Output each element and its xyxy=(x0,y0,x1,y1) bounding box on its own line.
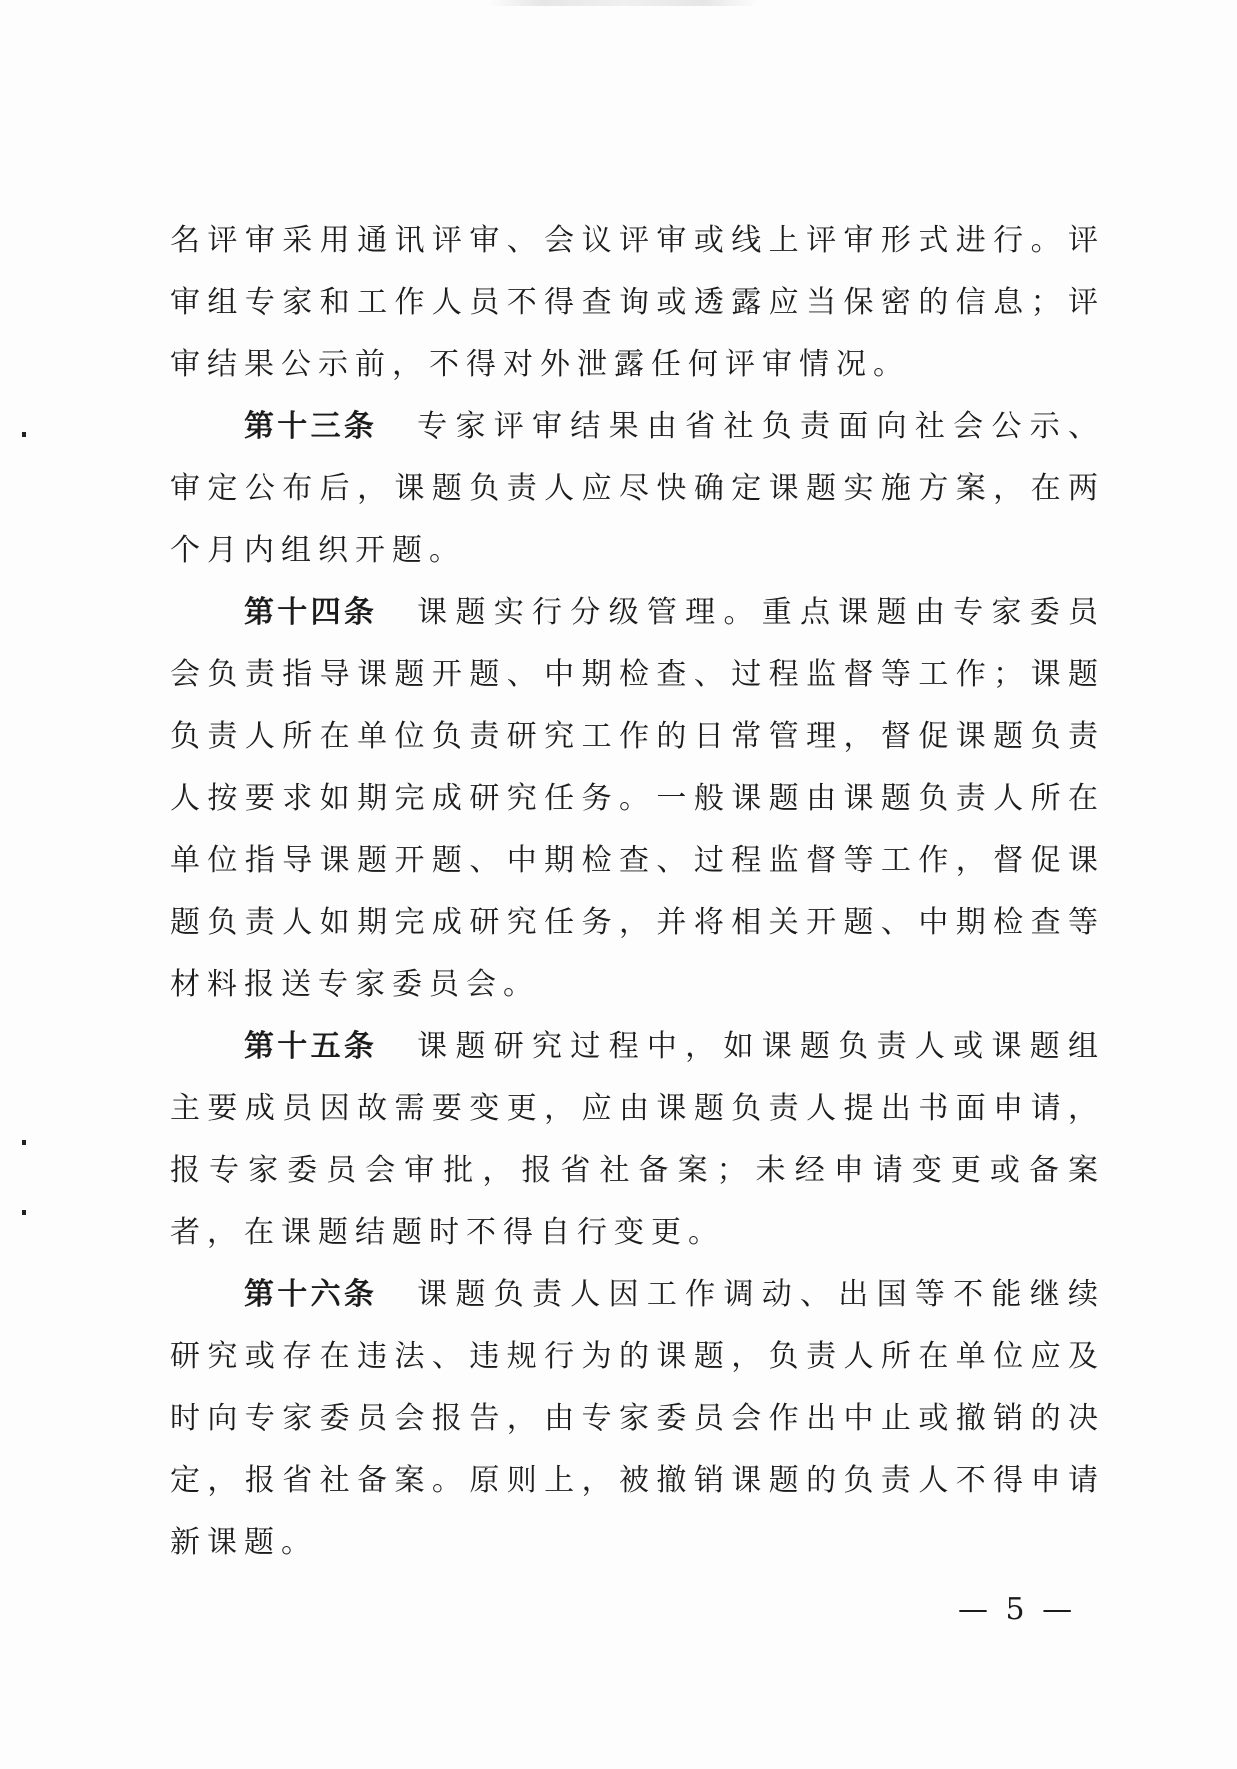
scan-artifact xyxy=(488,0,758,6)
article-label: 第十三条 xyxy=(244,409,378,444)
margin-mark xyxy=(22,1140,26,1145)
margin-mark xyxy=(22,432,26,437)
article-14 xyxy=(170,582,1105,1016)
document-body xyxy=(170,210,1105,1574)
article-text: 课题实行分级管理。重点课题由专家委员会负责指导课题开题、中期检查、过程监督等工作；课题负责人所在单位负责研究工作的日常管理，督促课题负责人按要求如期完成研究任务。一般课题由课题负责人所在单位指导课题开题、中期检查、过程监督等工作，督促课题负责人如期完成研究任务，并将相关开题、中期检查等材料报送专家委员会。 xyxy=(170,595,1106,1002)
page-number: — 5 — xyxy=(958,1592,1077,1627)
article-text: 课题负责人因工作调动、出国等不能继续研究或存在违法、违规行为的课题，负责人所在单位应及时向专家委员会报告，由专家委员会作出中止或撤销的决定，报省社备案。原则上，被撤销课题的负责人不得申请新课题。 xyxy=(170,1277,1106,1560)
article-15 xyxy=(170,1016,1105,1264)
paragraph-intro: 名评审采用通讯评审、会议评审或线上评审形式进行。评审组专家和工作人员不得查询或透露应当保密的信息；评审结果公示前，不得对外泄露任何评审情况。 xyxy=(170,223,1105,382)
article-16 xyxy=(170,1264,1105,1574)
article-label: 第十六条 xyxy=(244,1277,378,1312)
article-label: 第十五条 xyxy=(244,1029,378,1064)
article-label: 第十四条 xyxy=(244,595,378,630)
article-text: 课题研究过程中，如课题负责人或课题组主要成员因故需要变更，应由课题负责人提出书面申请，报专家委员会审批，报省社备案；未经申请变更或备案者，在课题结题时不得自行变更。 xyxy=(170,1029,1106,1250)
article-text: 专家评审结果由省社负责面向社会公示、审定公布后，课题负责人应尽快确定课题实施方案，在两个月内组织开题。 xyxy=(170,409,1106,568)
article-13 xyxy=(170,396,1105,582)
margin-mark xyxy=(22,1210,26,1215)
